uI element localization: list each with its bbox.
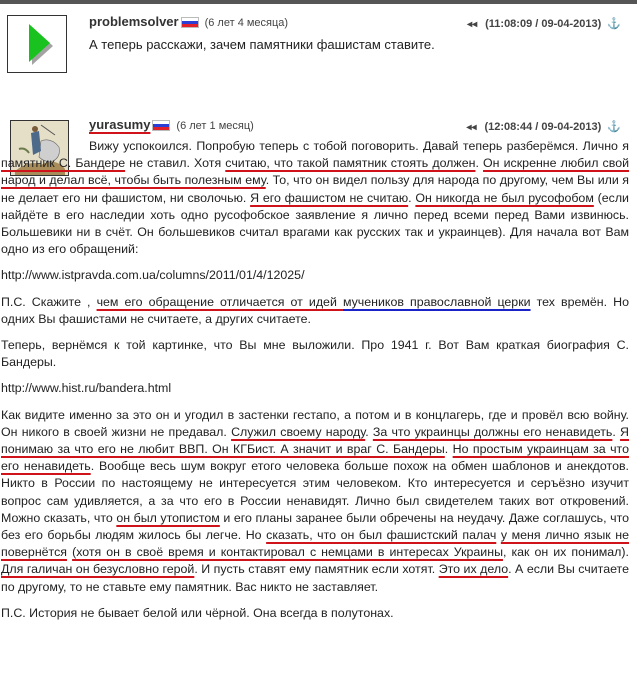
paragraph-3: Теперь, вернёмся к той картинке, что Вы мне выложили. Про 1941 г. Вот Вам краткая биография С. Бандеры. xyxy=(1,338,629,370)
top-bar xyxy=(0,0,637,4)
tenure: (6 лет 1 месяц) xyxy=(176,120,254,132)
text-segment: . И пусть ставят ему памятник если хотят. xyxy=(194,562,439,577)
paragraph-4 xyxy=(1,407,629,596)
anchor-icon[interactable]: ⚓ xyxy=(607,121,621,133)
post-meta xyxy=(467,17,621,30)
highlighted-phrase-red: Служил своему народу xyxy=(231,424,366,439)
link-hist[interactable]: http://www.hist.ru/bandera.html xyxy=(1,381,172,396)
highlighted-phrase-red: считаю, что такой памятник стоять должен xyxy=(225,156,476,171)
text-segment: . xyxy=(365,424,373,439)
text-segment: . xyxy=(444,442,453,457)
highlighted-phrase-red: сказать, что он был фашистский палач xyxy=(266,528,497,543)
highlighted-phrase-blue: мучеников православной церки xyxy=(342,294,531,309)
post-meta xyxy=(466,120,621,133)
link-istpravda[interactable]: http://www.istpravda.com.ua/columns/2011/01/4/12025/ xyxy=(1,268,305,283)
comment-text: А теперь расскажи, зачем памятники фашистам ставите. xyxy=(89,37,435,52)
paragraph-1 xyxy=(1,138,629,258)
author-name[interactable]: problemsolver xyxy=(89,14,179,29)
anchor-icon[interactable]: ⚓ xyxy=(607,18,621,30)
highlighted-phrase-red: (хотя он в своё время и контактировал с немцами в интересах Украины xyxy=(72,545,503,560)
text-segment: Вижу успокоился. Попробую теперь с тобой поговорить. Давай теперь разберёмся. Лично я xyxy=(89,139,629,153)
highlighted-phrase-red: Это их дело xyxy=(438,562,509,577)
paragraph-5: П.С. История не бывает белой или чёрной. Она всегда в полутонах. xyxy=(1,605,394,620)
highlighted-phrase-red: За что украинцы должны его ненавидеть xyxy=(372,424,613,439)
text-segment: . То, что он видел пользу для народа по другому, чем Вы или я не делает его ни фашистом, ни сволочью. xyxy=(1,173,629,205)
highlighted-phrase-red: Но простым украинцам за что его ненавидеть xyxy=(1,442,629,474)
paragraph-2 xyxy=(1,294,629,328)
text-segment: и его планы заранее были обречены на неудачу. Даже соглашусь, что без его борьбы людям жилось бы легче. Но xyxy=(1,510,629,543)
highlighted-phrase-red: Он искренне любил свой народ и делал всё, чтобы быть полезным ему xyxy=(1,156,630,188)
author-name[interactable]: yurasumy xyxy=(89,117,151,132)
highlighted-phrase-red: Я понимаю за что его не любит ВВП. Он КГБист. А значит и враг С. Бандеры xyxy=(1,424,629,457)
text-segment: . Вообще весь шум вокруг етого человека больше похож на обмен шаблонов и анекдотов. Никто в России по настоящему не интересуется этим человеком. Кто интересуется и серъёзно изучит вопрос сам удивляется, а за что его в России ненавидят. Лично был свидетелем таких вот откровений. Можно сказать, что xyxy=(1,459,629,525)
highlighted-phrase-red: Он никогда не был русофобом xyxy=(415,190,594,205)
highlighted-phrase-red: он был утопистом xyxy=(116,510,220,525)
highlighted-phrase-red: чем его обращение отличается от идей xyxy=(96,294,343,309)
reply-arrow-icon[interactable]: ◂◂ xyxy=(467,19,478,30)
text-segment: не ставил. Хотя xyxy=(125,156,226,171)
russia-flag-icon xyxy=(181,17,199,28)
highlighted-phrase-red: Для галичан он безусловно герой xyxy=(1,562,195,577)
text-segment: П.С. Скажите , xyxy=(1,294,97,309)
text-segment: . xyxy=(612,424,621,439)
highlighted-phrase-red: Я его фашистом не считаю xyxy=(250,190,409,205)
timestamp: (11:08:09 / 09-04-2013) xyxy=(485,18,602,30)
text-segment: тех времён. Но одних Вы фашистами не считаете, а других считаете. xyxy=(1,294,629,326)
avatar[interactable] xyxy=(7,15,67,73)
text-segment: . xyxy=(408,190,416,205)
highlighted-phrase-red: памятник С. Бандере xyxy=(1,156,126,171)
play-triangle-icon xyxy=(8,16,66,72)
highlighted-phrase-red: у меня лично язык не повернётся xyxy=(1,528,629,560)
author-line xyxy=(89,117,254,132)
text-segment: Как видите именно за это он и угодил в застенки гестапо, а потом и в концлагерь, где и провёл всю войну. Он никого в своей жизни не предавал. xyxy=(1,407,629,439)
timestamp: (12:08:44 / 09-04-2013) xyxy=(484,121,602,133)
russia-flag-icon xyxy=(152,120,170,131)
reply-arrow-icon[interactable]: ◂◂ xyxy=(466,122,477,133)
comment-body xyxy=(1,138,629,622)
text-segment: , как он их понимал). xyxy=(502,545,629,560)
text-segment: . А если Вы считаете по другому, то не ставьте ему памятник. Вас никто не заставляет. xyxy=(1,562,629,594)
text-segment: . xyxy=(475,156,484,171)
author-line xyxy=(89,14,288,29)
tenure: (6 лет 4 месяца) xyxy=(204,17,289,29)
text-segment: (если найдёте в его наследии хоть одно русофобское заявление я лично перед всеми перед Вами извинюсь. Большевики ни в счёт. Он большевиков считал врагами как русских так и украинцев). Для начала вот Вам одно из его обращений: xyxy=(1,190,629,257)
